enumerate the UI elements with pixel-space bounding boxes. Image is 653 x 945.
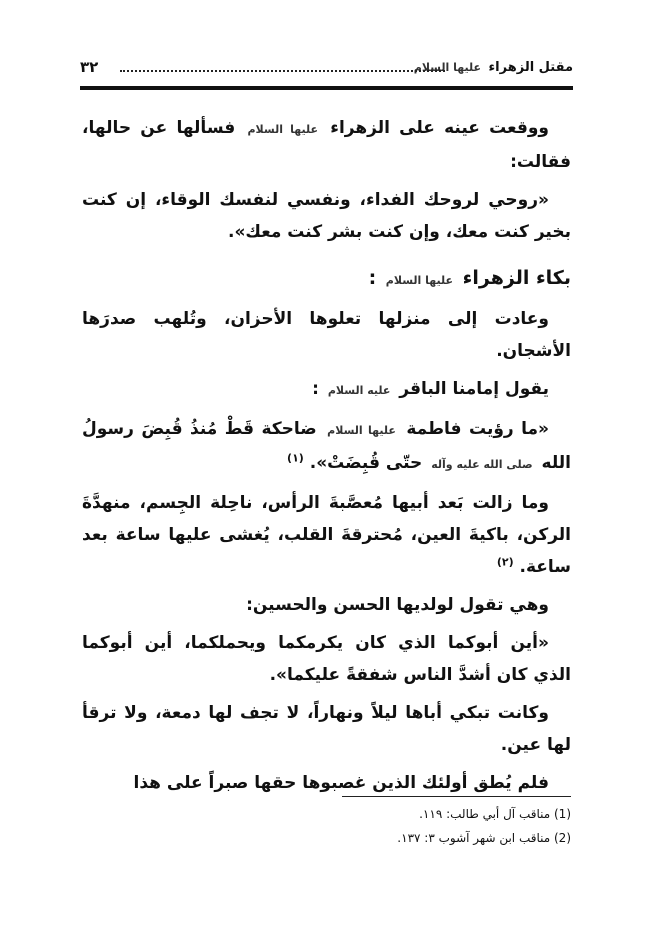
paragraph-4 [82, 487, 571, 583]
quote-2 [82, 413, 571, 481]
honorific-glyph: عليها السلام [385, 274, 454, 287]
honorific-glyph: عليه السلام [327, 384, 391, 397]
footnote-ref-2[interactable]: (٢) [496, 555, 514, 569]
page-header [80, 58, 573, 80]
p1-rest: فسألها عن حالها، فقالت: [82, 118, 571, 172]
paragraph-2: وعادت إلى منزلها تعلوها الأحزان، وتُلهب صدرَها الأشجان. [82, 309, 571, 361]
footnote-rule [342, 796, 571, 797]
footnote-1: (1) مناقب آل أبي طالب: ١١٩. [419, 807, 571, 821]
heading-text: بكاء الزهراء [462, 267, 571, 289]
quote2-part-c: حتّى قُبِضَتْ». [309, 453, 423, 473]
running-title [411, 60, 573, 75]
quote2-part-b: ضاحكة قَطْ مُنذُ قُبِضَ رسولُ الله [82, 419, 571, 473]
paragraph-6: وكانت تبكي أباها ليلاً ونهاراً، لا تجف لها دمعة، ولا ترقأ لها عين. [82, 703, 571, 755]
quote-1: «روحي لروحك الفداء، ونفسي لنفسك الوقاء، إن كنت بخير كنت معك، وإن كنت بشر كنت معك». [82, 190, 571, 242]
header-rule [80, 86, 573, 90]
paragraph-1 [82, 112, 571, 178]
main-text [82, 112, 571, 805]
paragraph-3 [82, 373, 571, 407]
p3-colon: : [312, 379, 319, 399]
quote-3: «أين أبوكما الذي كان يكرمكما ويحملكما، أين أبوكما الذي كان أشدَّ الناس شفقةً عليكما». [82, 633, 571, 685]
p3-text: يقول إمامنا الباقر [399, 379, 549, 399]
p4-text: وما زالت بَعد أبيها مُعصَّبةَ الرأس، ناحِلة الجِسم، منهدَّةَ الركن، باكيةَ العين، مُحترقةَ القلب، يُغشى عليها ساعة بعد ساعة. [82, 493, 571, 577]
paragraph-5: وهي تقول لولديها الحسن والحسين: [246, 595, 549, 615]
footnotes [82, 802, 571, 850]
running-title-text: مقتل الزهراء [488, 60, 573, 75]
honorific-glyph: عليها السلام [247, 123, 319, 136]
footnote-2: (2) مناقب ابن شهر آشوب ٣: ١٣٧. [397, 831, 571, 845]
honorific-glyph: عليها السلام [413, 61, 481, 74]
p1-text: ووقعت عينه على الزهراء [330, 118, 549, 138]
honorific-glyph: عليها السلام [327, 424, 396, 437]
page-number: ٣٢ [80, 58, 99, 76]
honorific-glyph: صلى الله عليه وآله [431, 458, 533, 471]
paragraph-7: فلم يُطق أولئك الذين غصبوها حقها صبراً على هذا [133, 773, 549, 793]
heading-colon: : [368, 267, 377, 289]
quote2-part-a: «ما رؤيت فاطمة [406, 419, 550, 439]
dot-leader [120, 70, 445, 72]
footnote-ref-1[interactable]: (١) [287, 451, 304, 465]
section-heading [82, 262, 571, 297]
